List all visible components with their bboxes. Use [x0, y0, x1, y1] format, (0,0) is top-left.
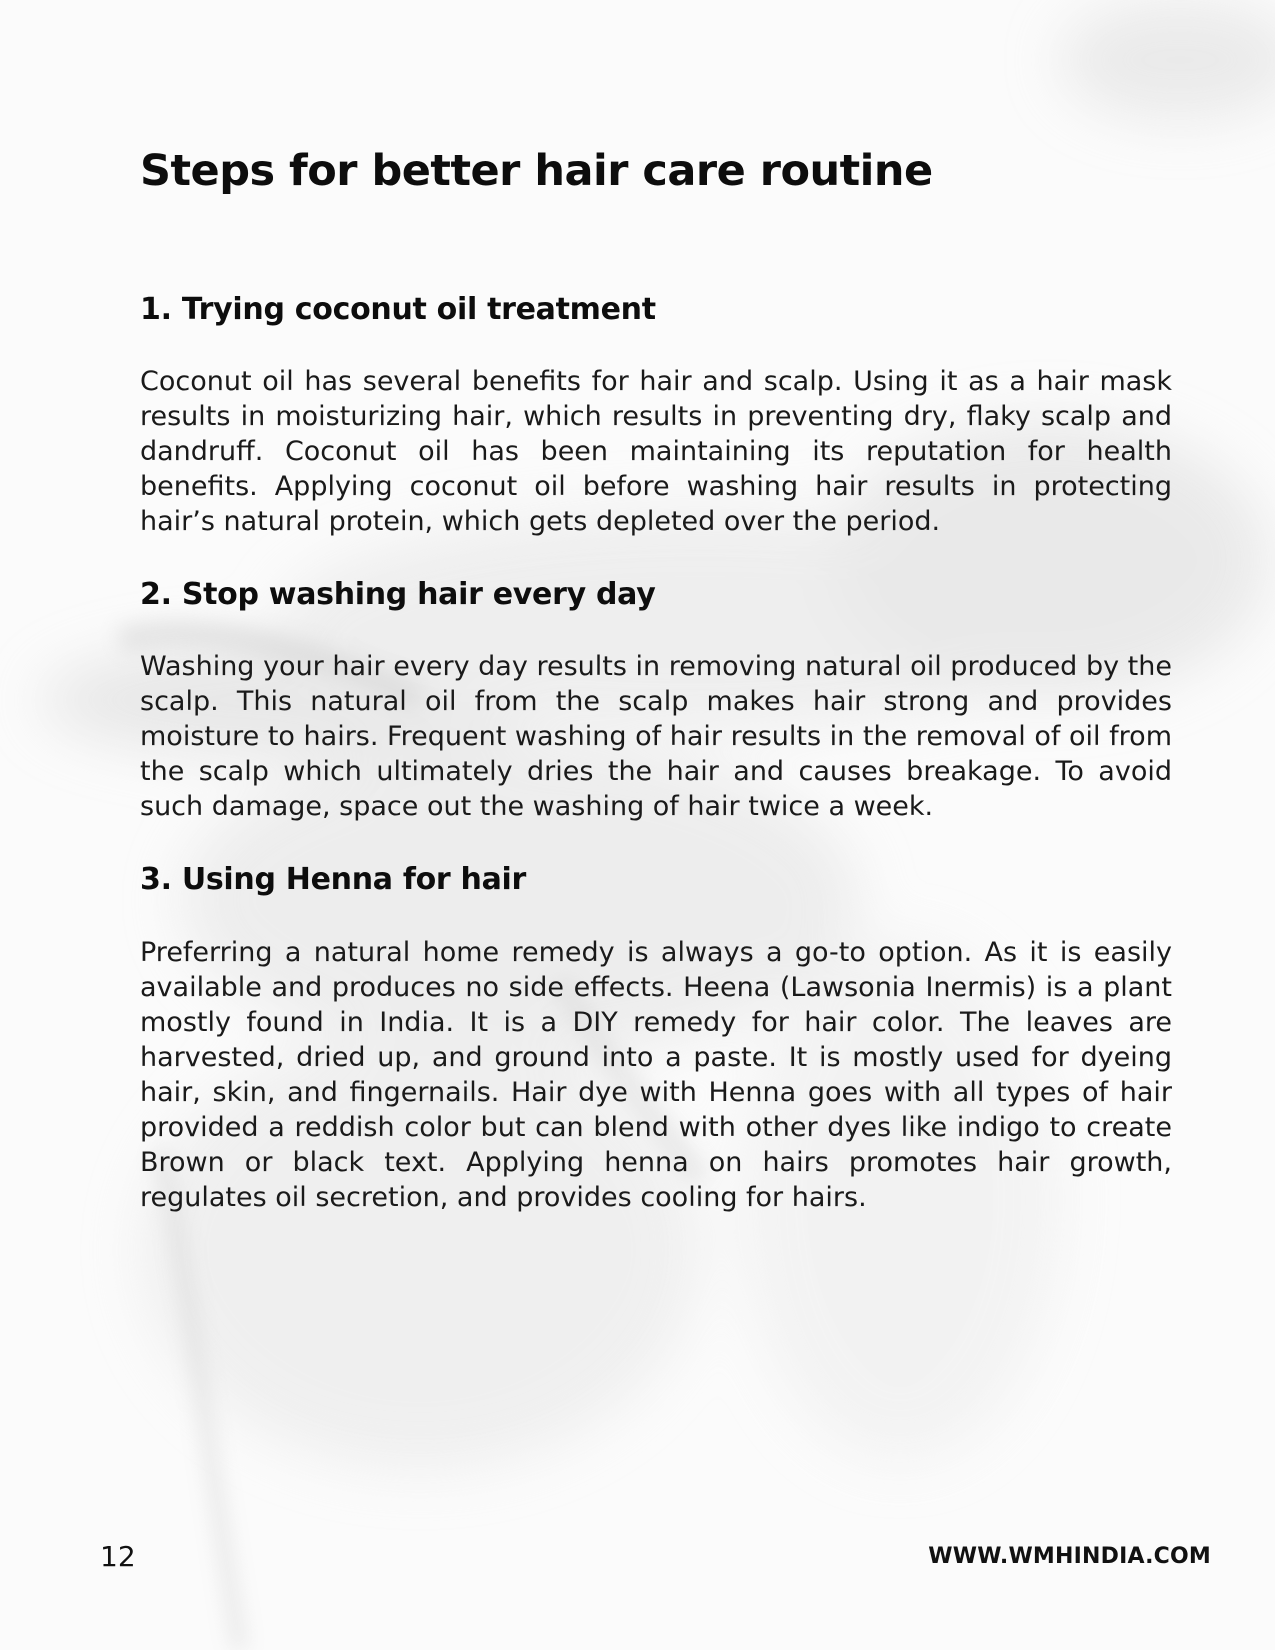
page-number: 12 [100, 1540, 136, 1573]
section-body-henna: Preferring a natural home remedy is always a go-to option. As it is easily available and produces no side effects. Heena (Lawsonia Inermis) is a plant mostly found in India. It is a DIY remedy for hair color. The leaves are harvested, dried up, and ground into a paste. It is mostly used for dyeing hair, skin, and fingernails. Hair dye with Henna goes with all types of hair provided a reddish color but can blend with other dyes like indigo to create Brown or black text. Applying henna on hairs promotes hair growth, regulates oil secretion, and provides cooling for hairs. [140, 937, 1172, 1213]
section-heading-washing: 2. Stop washing hair every day [140, 577, 656, 612]
section-heading-coconut-oil: 1. Trying coconut oil treatment [140, 292, 656, 327]
section-heading-henna: 3. Using Henna for hair [140, 862, 527, 897]
section-body-coconut-oil: Coconut oil has several benefits for hair and scalp. Using it as a hair mask results in moisturizing hair, which results in preventing dry, flaky scalp and dandruff. Coconut oil has been maintaining its reputation for health benefits. Applying coconut oil before washing hair results in protecting hair’s natural protein, which gets depleted over the period. [140, 366, 1172, 537]
section-body-washing: Washing your hair every day results in removing natural oil produced by the scalp. This natural oil from the scalp makes hair strong and provides moisture to hairs. Frequent washing of hair results in the removal of oil from the scalp which ultimately dries the hair and causes breakage. To avoid such damage, space out the washing of hair twice a week. [140, 651, 1172, 822]
website-url: WWW.WMHINDIA.COM [928, 1544, 1211, 1569]
page-title: Steps for better hair care routine [140, 146, 933, 196]
